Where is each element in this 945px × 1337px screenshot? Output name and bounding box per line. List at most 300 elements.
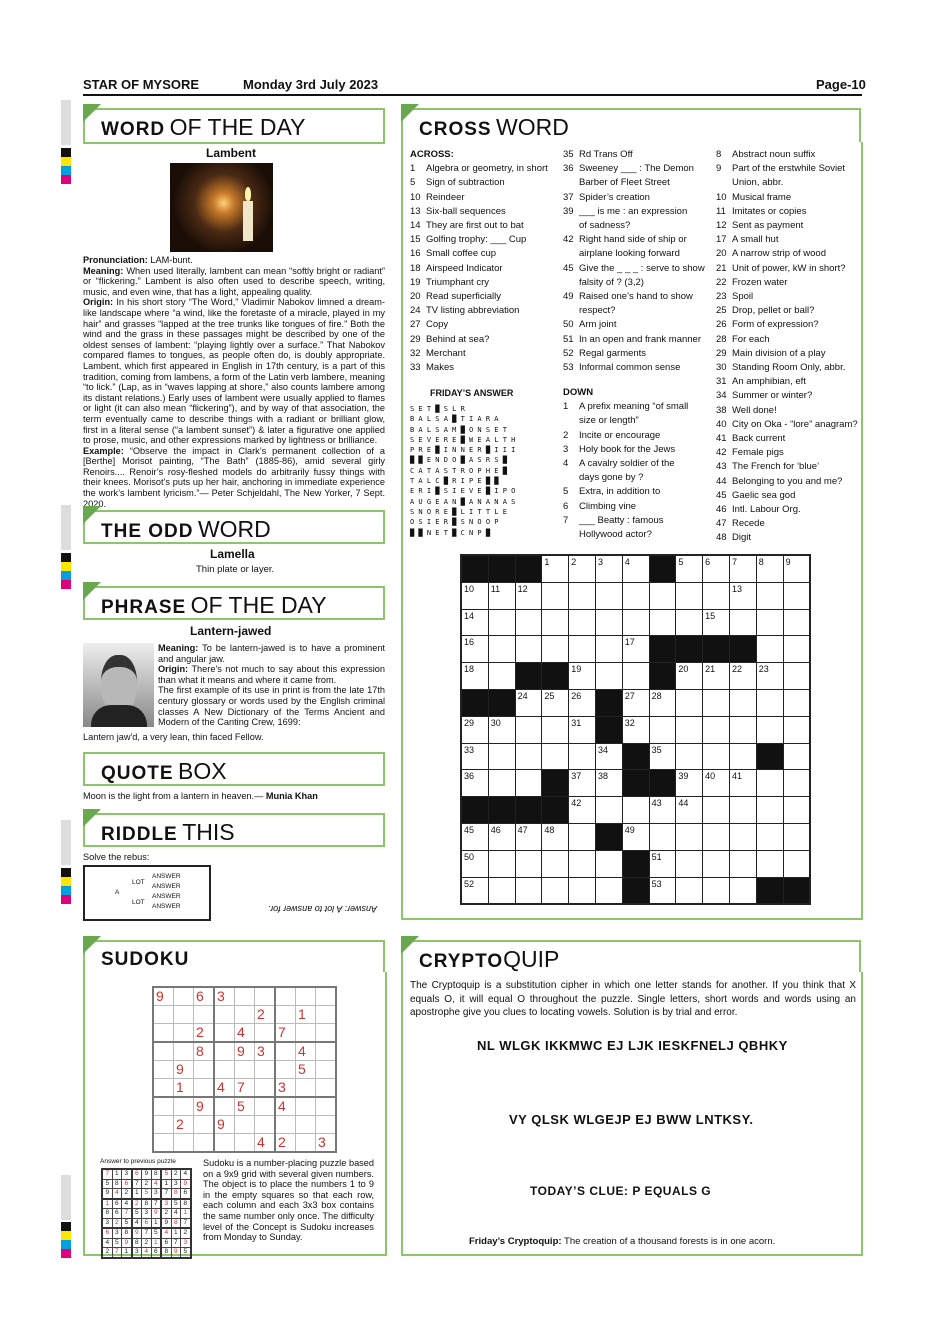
sudoku-cell[interactable]: 2 (255, 1006, 276, 1024)
sudoku-cell[interactable]: 4 (235, 1024, 255, 1043)
grid-cell[interactable] (569, 743, 596, 770)
grid-cell[interactable] (622, 609, 649, 636)
sudoku-cell[interactable]: 5 (296, 1061, 316, 1079)
grid-cell[interactable]: 37 (569, 770, 596, 797)
sudoku-cell[interactable] (153, 1116, 174, 1134)
previous-answer-cell: 2 (142, 1179, 152, 1189)
sudoku-cell[interactable] (153, 1097, 174, 1116)
sudoku-cell[interactable] (174, 1006, 194, 1024)
sudoku-cell[interactable]: 5 (235, 1097, 255, 1116)
grid-cell[interactable] (595, 582, 622, 609)
grid-cell[interactable] (729, 877, 756, 904)
clue-item: 42 Female pigs (716, 447, 784, 459)
sudoku-cell[interactable] (235, 1134, 255, 1153)
grid-cell[interactable]: 7 (729, 555, 756, 582)
black-cell[interactable] (542, 663, 569, 690)
grid-cell[interactable]: 39 (676, 770, 703, 797)
sudoku-cell[interactable] (214, 1024, 235, 1043)
grid-cell[interactable] (729, 689, 756, 716)
grid-cell[interactable]: 40 (703, 770, 730, 797)
sudoku-cell[interactable]: 9 (174, 1061, 194, 1079)
grid-cell[interactable] (488, 663, 515, 690)
clue-item: 3 Holy book for the Jews (563, 443, 676, 455)
grid-cell[interactable] (542, 877, 569, 904)
grid-cell[interactable]: 43 (649, 797, 676, 824)
sudoku-cell[interactable]: 7 (235, 1079, 255, 1098)
grid-cell[interactable] (756, 770, 783, 797)
black-cell[interactable] (676, 636, 703, 663)
grid-cell[interactable]: 11 (488, 582, 515, 609)
grid-cell[interactable] (515, 877, 542, 904)
grid-cell[interactable]: 36 (461, 770, 488, 797)
sudoku-cell[interactable] (275, 1116, 296, 1134)
previous-answer-cell: 3 (171, 1179, 181, 1189)
grid-cell[interactable]: 16 (461, 636, 488, 663)
grid-cell[interactable]: 22 (729, 663, 756, 690)
grid-cell[interactable]: 10 (461, 582, 488, 609)
sudoku-cell[interactable]: 1 (296, 1006, 316, 1024)
sudoku-cell[interactable] (316, 1024, 337, 1043)
grid-cell[interactable] (703, 850, 730, 877)
grid-cell[interactable] (729, 797, 756, 824)
grid-cell[interactable] (515, 716, 542, 743)
previous-answer-cell: 7 (122, 1209, 132, 1219)
grid-cell[interactable]: 19 (569, 663, 596, 690)
sudoku-cell[interactable] (255, 1079, 276, 1098)
sudoku-cell[interactable]: 6 (194, 987, 215, 1006)
grid-cell[interactable] (756, 716, 783, 743)
sudoku-cell[interactable]: 9 (235, 1042, 255, 1061)
sudoku-cell[interactable]: 3 (214, 987, 235, 1006)
grid-cell[interactable] (756, 850, 783, 877)
grid-cell[interactable] (756, 823, 783, 850)
sudoku-cell[interactable] (174, 987, 194, 1006)
grid-cell[interactable]: 26 (569, 689, 596, 716)
sudoku-grid[interactable] (152, 986, 337, 1153)
grid-cell[interactable] (542, 716, 569, 743)
previous-answer-cell: 5 (171, 1199, 181, 1209)
sudoku-cell[interactable] (214, 1042, 235, 1061)
grid-cell[interactable]: 5 (676, 555, 703, 582)
grid-cell[interactable] (756, 689, 783, 716)
grid-cell[interactable]: 8 (756, 555, 783, 582)
black-cell[interactable] (783, 877, 810, 904)
clue-item: 16 Small coffee cup (410, 248, 497, 260)
clue-item: 5 Sign of subtraction (410, 177, 505, 189)
grid-cell[interactable] (756, 797, 783, 824)
grid-cell[interactable] (595, 609, 622, 636)
grid-cell[interactable] (703, 797, 730, 824)
previous-answer-cell: 9 (102, 1189, 112, 1199)
sudoku-cell[interactable] (316, 1042, 337, 1061)
black-cell[interactable] (649, 636, 676, 663)
grid-cell[interactable] (783, 716, 810, 743)
grid-cell[interactable] (542, 609, 569, 636)
sudoku-cell[interactable] (194, 1061, 215, 1079)
grid-cell[interactable] (783, 743, 810, 770)
grid-cell[interactable] (542, 743, 569, 770)
sudoku-cell[interactable] (214, 1097, 235, 1116)
grid-cell[interactable]: 41 (729, 770, 756, 797)
grid-cell[interactable]: 49 (622, 823, 649, 850)
clue-item: 4 A cavalry soldier of the (563, 458, 675, 470)
grid-cell[interactable]: 51 (649, 850, 676, 877)
sudoku-cell[interactable] (153, 1006, 174, 1024)
black-cell[interactable] (515, 555, 542, 582)
grid-cell[interactable]: 27 (622, 689, 649, 716)
sudoku-cell[interactable]: 4 (275, 1097, 296, 1116)
grid-cell[interactable] (569, 636, 596, 663)
grid-cell[interactable] (542, 636, 569, 663)
sudoku-cell[interactable]: 4 (296, 1042, 316, 1061)
grid-cell[interactable] (542, 582, 569, 609)
grid-cell[interactable]: 2 (569, 555, 596, 582)
grid-cell[interactable] (488, 636, 515, 663)
black-cell[interactable] (461, 797, 488, 824)
clue-item: Union, abbr. (732, 177, 784, 189)
grid-cell[interactable] (676, 743, 703, 770)
grid-cell[interactable]: 46 (488, 823, 515, 850)
black-cell[interactable] (515, 797, 542, 824)
grid-cell[interactable] (676, 689, 703, 716)
grid-cell[interactable] (569, 582, 596, 609)
sudoku-cell[interactable] (174, 1134, 194, 1153)
grid-cell[interactable]: 48 (542, 823, 569, 850)
sudoku-cell[interactable] (194, 1116, 215, 1134)
sudoku-cell[interactable]: 3 (275, 1079, 296, 1098)
previous-answer-cell: 7 (112, 1248, 122, 1258)
sudoku-cell[interactable] (153, 1134, 174, 1153)
riddle-title: RIDDLE THIS (101, 819, 235, 845)
grid-cell[interactable]: 6 (703, 555, 730, 582)
grid-cell[interactable] (542, 850, 569, 877)
grid-cell[interactable]: 45 (461, 823, 488, 850)
black-cell[interactable] (595, 716, 622, 743)
grid-cell[interactable] (515, 743, 542, 770)
sudoku-cell[interactable]: 1 (174, 1079, 194, 1098)
grid-cell[interactable] (783, 797, 810, 824)
black-cell[interactable] (756, 743, 783, 770)
sudoku-cell[interactable] (296, 1079, 316, 1098)
sudoku-cell[interactable] (214, 1061, 235, 1079)
grid-cell[interactable] (703, 689, 730, 716)
color-swatch-magenta (61, 1249, 71, 1258)
grid-cell[interactable] (488, 743, 515, 770)
previous-answer-cell: 9 (142, 1169, 152, 1179)
sudoku-cell[interactable] (296, 1116, 316, 1134)
grid-cell[interactable] (649, 716, 676, 743)
color-swatch-black (61, 868, 71, 877)
black-cell[interactable] (542, 797, 569, 824)
grid-cell[interactable] (783, 609, 810, 636)
page-number: Page-10 (816, 77, 866, 92)
grid-cell[interactable]: 9 (783, 555, 810, 582)
grid-cell[interactable]: 53 (649, 877, 676, 904)
grid-cell[interactable] (676, 582, 703, 609)
grid-cell[interactable]: 12 (515, 582, 542, 609)
black-cell[interactable] (649, 555, 676, 582)
grid-cell[interactable] (676, 609, 703, 636)
black-cell[interactable] (729, 636, 756, 663)
previous-answer-grid (101, 1168, 192, 1259)
sudoku-cell[interactable] (235, 1006, 255, 1024)
grid-cell[interactable] (729, 743, 756, 770)
previous-answer-label: Answer to previous puzzle (100, 1158, 176, 1165)
sudoku-cell[interactable]: 7 (275, 1024, 296, 1043)
phrase-body: Meaning: To be lantern-jawed is to have a prominent and angular jaw. Origin: There's not much to say about this expression than what it means and where it came from. The first example of its use in print is from the late 17th century glossary or words used by the English criminal classes A New Dictionary of the Terms Ancient and Modern of the Canting Crew, 1699: (158, 643, 385, 728)
sudoku-cell[interactable] (153, 1042, 174, 1061)
black-cell[interactable] (488, 555, 515, 582)
grid-cell[interactable] (729, 850, 756, 877)
previous-answer-cell: 1 (151, 1238, 161, 1248)
grid-cell[interactable]: 13 (729, 582, 756, 609)
black-cell[interactable] (488, 689, 515, 716)
sudoku-cell[interactable]: 9 (153, 987, 174, 1006)
sudoku-cell[interactable] (214, 1006, 235, 1024)
grid-cell[interactable] (703, 877, 730, 904)
sudoku-cell[interactable] (194, 1134, 215, 1153)
sudoku-cell[interactable] (255, 1024, 276, 1043)
grid-cell[interactable] (783, 636, 810, 663)
black-cell[interactable] (649, 663, 676, 690)
previous-answer-cell: 5 (122, 1218, 132, 1228)
sudoku-cell[interactable] (174, 1042, 194, 1061)
black-cell[interactable] (622, 770, 649, 797)
grid-cell[interactable]: 44 (676, 797, 703, 824)
previous-answer-cell: 2 (181, 1228, 191, 1238)
grid-cell[interactable]: 34 (595, 743, 622, 770)
sudoku-cell[interactable] (316, 1061, 337, 1079)
grid-cell[interactable]: 28 (649, 689, 676, 716)
grid-cell[interactable] (783, 689, 810, 716)
sudoku-cell[interactable] (153, 1024, 174, 1043)
grid-cell[interactable]: 38 (595, 770, 622, 797)
sudoku-cell[interactable] (316, 1079, 337, 1098)
grid-cell[interactable] (488, 850, 515, 877)
clue-item: 34 Summer or winter? (716, 390, 813, 402)
clue-item: 10 Musical frame (716, 191, 792, 203)
previous-answer-cell: 5 (181, 1248, 191, 1258)
grid-cell[interactable] (729, 609, 756, 636)
grid-cell[interactable] (622, 663, 649, 690)
clue-item: falsity of ? (3,2) (579, 276, 644, 288)
sudoku-cell[interactable] (174, 1024, 194, 1043)
black-cell[interactable] (622, 743, 649, 770)
sudoku-cell[interactable] (153, 1061, 174, 1079)
sudoku-cell[interactable]: 2 (174, 1116, 194, 1134)
sudoku-cell[interactable] (275, 987, 296, 1006)
grid-cell[interactable]: 30 (488, 716, 515, 743)
grid-cell[interactable] (649, 582, 676, 609)
grid-cell[interactable] (756, 609, 783, 636)
grid-cell[interactable]: 24 (515, 689, 542, 716)
grid-cell[interactable] (515, 770, 542, 797)
grid-cell[interactable] (703, 716, 730, 743)
sudoku-title: SUDOKU (101, 949, 190, 970)
grid-cell[interactable]: 20 (676, 663, 703, 690)
grid-cell[interactable] (783, 823, 810, 850)
grid-cell[interactable]: 4 (622, 555, 649, 582)
grid-cell[interactable] (595, 877, 622, 904)
grid-cell[interactable] (676, 877, 703, 904)
black-cell[interactable] (622, 850, 649, 877)
previous-answer-cell: 5 (151, 1228, 161, 1238)
sudoku-cell[interactable] (255, 1097, 276, 1116)
sudoku-cell[interactable]: 2 (275, 1134, 296, 1153)
crossword-grid[interactable] (460, 554, 811, 905)
sudoku-cell[interactable] (235, 1116, 255, 1134)
grid-cell[interactable] (515, 636, 542, 663)
sudoku-cell[interactable] (316, 987, 337, 1006)
grid-cell[interactable] (622, 582, 649, 609)
grid-cell[interactable]: 52 (461, 877, 488, 904)
grid-cell[interactable] (676, 823, 703, 850)
grid-cell[interactable] (703, 582, 730, 609)
grid-cell[interactable] (595, 663, 622, 690)
black-cell[interactable] (488, 797, 515, 824)
grid-cell[interactable] (783, 582, 810, 609)
grid-cell[interactable] (649, 823, 676, 850)
sudoku-cell[interactable] (255, 1116, 276, 1134)
sudoku-cell[interactable]: 3 (316, 1134, 337, 1153)
grid-cell[interactable]: 42 (569, 797, 596, 824)
sudoku-cell[interactable] (235, 1061, 255, 1079)
sudoku-cell[interactable] (153, 1079, 174, 1098)
grid-cell[interactable] (595, 850, 622, 877)
grid-cell[interactable]: 18 (461, 663, 488, 690)
clue-item: 27 Copy (410, 319, 449, 331)
grid-cell[interactable]: 47 (515, 823, 542, 850)
previous-answer-cell: 8 (142, 1199, 152, 1209)
grid-cell[interactable] (569, 850, 596, 877)
sudoku-cell[interactable] (316, 1116, 337, 1134)
clue-item: 19 Triumphant cry (410, 276, 489, 288)
clue-item: 47 Recede (716, 518, 765, 530)
grid-cell[interactable] (783, 770, 810, 797)
grid-cell[interactable]: 33 (461, 743, 488, 770)
grid-cell[interactable] (488, 770, 515, 797)
clue-item: 50 Arm joint (563, 319, 617, 331)
grid-cell[interactable]: 1 (542, 555, 569, 582)
grid-cell[interactable] (729, 823, 756, 850)
black-cell[interactable] (515, 663, 542, 690)
grid-cell[interactable] (595, 636, 622, 663)
sudoku-cell[interactable] (296, 1097, 316, 1116)
sudoku-cell[interactable] (255, 1061, 276, 1079)
clue-item: 24 TV listing abbreviation (410, 305, 520, 317)
grid-cell[interactable]: 32 (622, 716, 649, 743)
sudoku-cell[interactable] (275, 1042, 296, 1061)
down-clues: DOWN 1 A prefix meaning “of small size or length” 2 Incite or encourage 3 Holy book for the Jews 4 A cavalry soldier of the days gone by ? 5 Extra, in addition to 6 Climbing vine 7 ___ Beatty : famous Hollywood actor? (563, 386, 688, 542)
black-cell[interactable] (622, 877, 649, 904)
previous-answer-cell: 6 (112, 1209, 122, 1219)
sudoku-cell[interactable]: 9 (214, 1116, 235, 1134)
black-cell[interactable] (756, 877, 783, 904)
clue-item: 29 Main division of a play (716, 347, 826, 359)
grid-cell[interactable] (569, 877, 596, 904)
sudoku-cell[interactable]: 8 (194, 1042, 215, 1061)
sudoku-cell[interactable] (275, 1006, 296, 1024)
sudoku-cell[interactable] (255, 987, 276, 1006)
grid-cell[interactable]: 25 (542, 689, 569, 716)
sudoku-cell[interactable] (296, 987, 316, 1006)
sudoku-cell[interactable] (316, 1006, 337, 1024)
sudoku-cell[interactable] (235, 987, 255, 1006)
grid-cell[interactable] (729, 716, 756, 743)
black-cell[interactable] (461, 689, 488, 716)
grid-cell[interactable] (488, 877, 515, 904)
grid-cell[interactable] (515, 609, 542, 636)
grid-cell[interactable] (515, 850, 542, 877)
grid-cell[interactable] (569, 823, 596, 850)
previous-answer-cell: 5 (132, 1209, 142, 1219)
odd-word-title-box (83, 510, 385, 544)
grid-cell[interactable]: 29 (461, 716, 488, 743)
grid-cell[interactable] (703, 743, 730, 770)
grid-cell[interactable] (676, 716, 703, 743)
grid-cell[interactable] (569, 609, 596, 636)
clue-item: 44 Belonging to you and me? (716, 475, 843, 487)
sudoku-title-box (83, 940, 385, 974)
grid-cell[interactable] (703, 823, 730, 850)
black-cell[interactable] (542, 770, 569, 797)
sudoku-cell[interactable]: 4 (214, 1079, 235, 1098)
sudoku-cell[interactable]: 9 (194, 1097, 215, 1116)
grid-cell[interactable] (595, 797, 622, 824)
black-cell[interactable] (649, 770, 676, 797)
grid-cell[interactable]: 21 (703, 663, 730, 690)
grid-cell[interactable] (756, 582, 783, 609)
grid-cell[interactable]: 3 (595, 555, 622, 582)
previous-answer-cell: 4 (112, 1189, 122, 1199)
grid-cell[interactable]: 35 (649, 743, 676, 770)
grid-cell[interactable]: 31 (569, 716, 596, 743)
grid-cell[interactable]: 17 (622, 636, 649, 663)
grid-cell[interactable] (676, 850, 703, 877)
grid-cell[interactable] (783, 663, 810, 690)
grid-cell[interactable]: 23 (756, 663, 783, 690)
grid-cell[interactable] (622, 797, 649, 824)
across-clues-col1: ACROSS: 1 Algebra or geometry, in short 5 Sign of subtraction 10 Reindeer 13 Six-ball sequences 14 They are first out to bat 15 Golfing trophy: ___ Cup 16 Small coffee cup 18 Airspeed Indicator 19 Triumphant cry 20 Read superficially 24 TV listing abbreviation 27 Copy 29 Behind at sea? 32 Merchant 33 Makes (410, 148, 548, 375)
sudoku-cell[interactable] (296, 1134, 316, 1153)
black-cell[interactable] (703, 636, 730, 663)
previous-answer-cell: 6 (132, 1169, 142, 1179)
black-cell[interactable] (595, 823, 622, 850)
sudoku-cell[interactable] (275, 1061, 296, 1079)
sudoku-cell[interactable] (316, 1097, 337, 1116)
black-cell[interactable] (595, 689, 622, 716)
clue-item: 32 Merchant (410, 347, 466, 359)
grid-cell[interactable] (783, 850, 810, 877)
sudoku-cell[interactable] (174, 1097, 194, 1116)
clue-item: 2 Incite or encourage (563, 429, 661, 441)
sudoku-cell[interactable] (296, 1024, 316, 1043)
grid-cell[interactable] (649, 609, 676, 636)
sudoku-cell[interactable] (194, 1006, 215, 1024)
black-cell[interactable] (461, 555, 488, 582)
sudoku-cell[interactable]: 3 (255, 1042, 276, 1061)
grid-cell[interactable]: 50 (461, 850, 488, 877)
sudoku-cell[interactable] (194, 1079, 215, 1098)
grid-cell[interactable] (488, 609, 515, 636)
clue-item: 5 Extra, in addition to (563, 486, 661, 498)
grid-cell[interactable]: 14 (461, 609, 488, 636)
grid-cell[interactable] (756, 636, 783, 663)
sudoku-cell[interactable]: 2 (194, 1024, 215, 1043)
sudoku-cell[interactable]: 4 (255, 1134, 276, 1153)
sudoku-cell[interactable] (214, 1134, 235, 1153)
grid-cell[interactable]: 15 (703, 609, 730, 636)
